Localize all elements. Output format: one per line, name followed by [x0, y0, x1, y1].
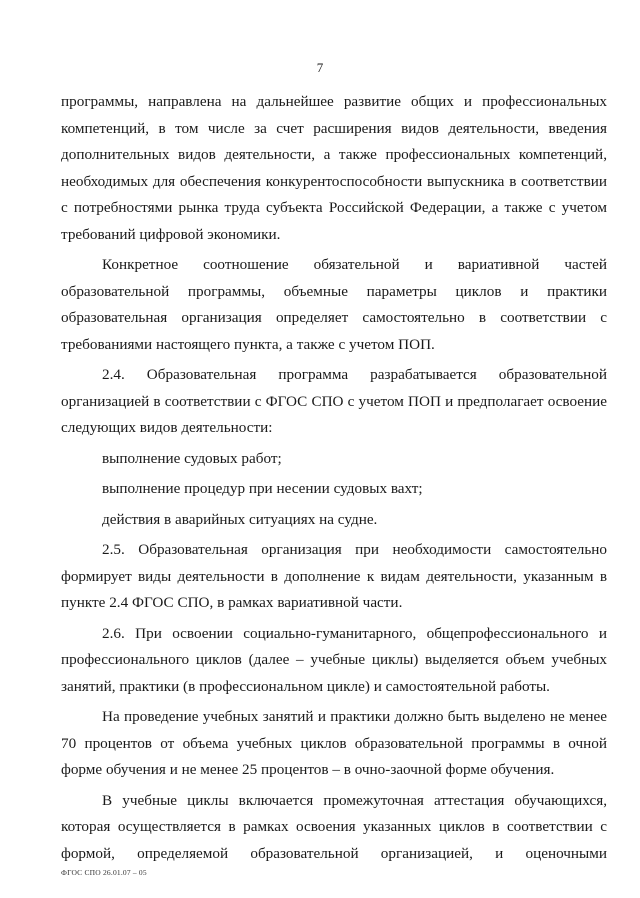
paragraph-ratio: Конкретное соотношение обязательной и вариативной частей образовательной программы, объемные параметры циклов и практики образовательная организация определяет самостоятельно в соответствии с требованиями настоящего пункта, а также с учетом ПОП.	[61, 256, 607, 353]
paragraph-2-4: 2.4. Образовательная программа разрабатывается образовательной организацией в соответствии с ФГОС СПО с учетом ПОП и предполагает освоение следующих видов деятельности:	[61, 366, 607, 436]
paragraph-2-5: 2.5. Образовательная организация при необходимости самостоятельно формирует виды деятельности в дополнение к видам деятельности, указанным в пункте 2.4 ФГОС СПО, в рамках вариативной части.	[61, 541, 607, 611]
activity-item: выполнение судовых работ;	[102, 449, 282, 467]
page-number: 7	[316, 60, 324, 75]
paragraph-continuation: программы, направлена на дальнейшее развитие общих и профессиональных компетенций, в том числе за счет расширения видов деятельности, введения дополнительных видов деятельности, а также профессиональных компетенций, необходимых для обеспечения конкурентоспособности выпускника в соответствии с потребностями рынка труда субъекта Российской Федерации, а также с учетом требований цифровой экономики.	[61, 93, 607, 243]
document-footer: ФГОС СПО 26.01.07 – 05	[61, 868, 147, 877]
paragraph-2-6: 2.6. При освоении социально-гуманитарного, общепрофессионального и профессионального циклов (далее – учебные циклы) выделяется объем учебных занятий, практики (в профессиональном цикле) и самостоятельной работы.	[61, 624, 607, 695]
paragraph-attestation: В учебные циклы включается промежуточная аттестация обучающихся, которая осуществляется в рамках освоения указанных циклов в соответствии с формой, определяемой образовательной организацией, и оценочными	[61, 791, 607, 862]
document-body	[61, 89, 607, 867]
activity-item: выполнение процедур при несении судовых вахт;	[102, 480, 423, 497]
paragraph-practice-share: На проведение учебных занятий и практики должно быть выделено не менее 70 процентов от объема учебных циклов образовательной программы в очной форме обучения и не менее 25 процентов – в очно-заочной форме обучения.	[61, 708, 607, 778]
activity-item: действия в аварийных ситуациях на судне.	[102, 510, 378, 528]
